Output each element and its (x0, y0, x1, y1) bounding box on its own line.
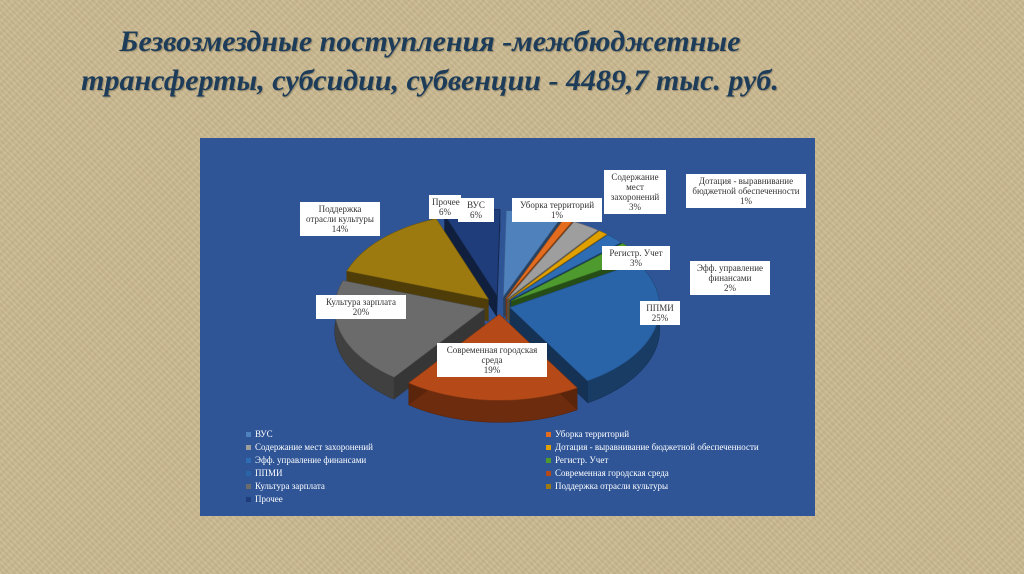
legend-label: ВУС (255, 429, 273, 439)
legend-swatch (246, 445, 251, 450)
pie-callout-text: Современная городская (446, 345, 538, 355)
pie-callout-text: 6% (439, 207, 451, 217)
pie-callout-text: 1% (740, 196, 752, 206)
legend-swatch (546, 432, 551, 437)
legend-label: Поддержка отрасли культуры (555, 481, 669, 491)
pie-callout-text: финансами (708, 273, 752, 283)
pie-callout-text: 14% (331, 224, 349, 234)
legend-label: ППМИ (255, 468, 283, 478)
pie-chart (200, 138, 815, 516)
pie-callout (686, 174, 806, 208)
pie-callout-text: отрасли культуры (306, 214, 374, 224)
legend-swatch (246, 471, 251, 476)
title-line-2: трансферты, субсидии, субвенции - 4489,7 тыс. руб. (81, 64, 779, 97)
legend-swatch (246, 497, 251, 502)
legend-item (246, 429, 273, 440)
legend-swatch (246, 458, 251, 463)
legend-item (246, 494, 283, 505)
pie-callout (437, 343, 547, 377)
legend-label: Уборка территорий (555, 429, 630, 439)
pie-callout-text: Прочее (432, 197, 460, 207)
legend-label: Эфф. управление финансами (255, 455, 367, 465)
legend-item (546, 481, 668, 492)
legend-swatch (546, 484, 551, 489)
title-line-1: Безвозмездные поступления -межбюджетные (119, 25, 741, 58)
legend-swatch (246, 484, 251, 489)
pie-callout-text: среда (481, 355, 503, 365)
legend-item (546, 429, 629, 440)
pie-callout-text: 6% (470, 210, 482, 220)
pie-callout-text: Регистр. Учет (609, 248, 663, 258)
pie-callout (458, 198, 494, 222)
pie-callout-text: Поддержка (318, 204, 362, 214)
pie-callout (602, 246, 670, 270)
pie-callout-text: Эфф. управление (696, 263, 764, 273)
legend-item (246, 455, 366, 466)
legend-item (546, 468, 669, 479)
pie-callout (690, 261, 770, 295)
pie-callout-text: 2% (724, 283, 736, 293)
pie-callout-text: ВУС (467, 200, 485, 210)
legend-label: Содержание мест захоронений (255, 442, 373, 452)
pie-callout (512, 198, 602, 222)
pie-callout (429, 195, 461, 219)
legend-item (546, 442, 759, 453)
legend-item (246, 468, 283, 479)
pie-callout-text: 3% (630, 258, 642, 268)
legend-label: Дотация - выравнивание бюджетной обеспеченности (555, 442, 759, 452)
legend-swatch (546, 445, 551, 450)
pie-callout-text: 20% (352, 307, 370, 317)
legend-item (546, 455, 608, 466)
legend-label: Регистр. Учет (555, 455, 609, 465)
pie-callout-text: Дотация - выравнивание (698, 176, 794, 186)
pie-callout-text: Уборка территорий (519, 200, 595, 210)
legend-label: Культура зарплата (255, 481, 325, 491)
pie-callout (604, 170, 666, 214)
pie-callout-text: бюджетной обеспеченности (692, 186, 800, 196)
pie-callout-text: мест захоронений (610, 182, 660, 202)
pie-callout-text: 1% (551, 210, 563, 220)
legend-swatch (546, 458, 551, 463)
slide-title (20, 22, 840, 100)
pie-callout-text: 25% (651, 313, 669, 323)
legend-item (246, 442, 373, 453)
legend-swatch (246, 432, 251, 437)
pie-callout-text: Культура зарплата (326, 297, 396, 307)
pie-callout-text: Содержание (611, 172, 659, 182)
pie-callout-text: 3% (629, 202, 641, 212)
pie-callout (300, 202, 380, 236)
pie-callout (640, 301, 680, 325)
legend-label: Прочее (255, 494, 283, 504)
pie-callout-text: 19% (483, 365, 501, 375)
legend-item (246, 481, 325, 492)
legend-swatch (546, 471, 551, 476)
pie-callout-text: ППМИ (646, 303, 674, 313)
legend-label: Современная городская среда (555, 468, 669, 478)
pie-callout (316, 295, 406, 319)
